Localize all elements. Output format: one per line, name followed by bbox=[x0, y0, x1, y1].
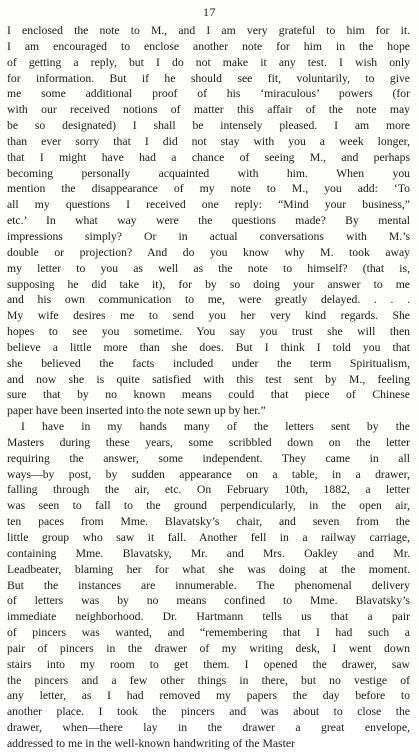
text-line: requiring the answer, some independent. They came in all bbox=[7, 451, 410, 465]
text-line: I enclosed the note to M., and I am very grateful to him for it. bbox=[7, 24, 410, 37]
text-line: etc.’ In what way were the questions made? By mental bbox=[7, 214, 410, 228]
text-line: and now she is quite satisfied with this test sent by M., feeling bbox=[7, 372, 410, 386]
text-line: pair of pincers in the drawer of my writing desk, I went down bbox=[7, 641, 410, 655]
text-line: supposing he did take it), for by so doing your answer to me bbox=[7, 277, 410, 291]
text-line: the pincers and a few other things in there, but no vestige of bbox=[7, 673, 410, 687]
text-line: double or projection? And do you know why M. took away bbox=[7, 245, 410, 259]
text-line: was seen to fall to the ground perpendicularly, in the open air, bbox=[7, 499, 410, 513]
text-line: I am encouraged to enclose another note for him in the hope bbox=[7, 39, 410, 53]
text-line: hopes to see you sometime. You say you trust she will then bbox=[7, 325, 410, 339]
text-line: ten paces from Mme. Blavatsky’s chair, and seven from the bbox=[7, 515, 410, 529]
text-line: me some additional proof of his ‘miraculous’ powers (for bbox=[7, 87, 410, 101]
text-line: addressed to me in the well-known handwriting of the Master bbox=[7, 736, 295, 750]
text-line: Leadbeater, blaming her for what she was doing at the moment. bbox=[7, 562, 410, 576]
text-line: ways—by post, by sudden appearance on a table, in a drawer, bbox=[7, 467, 410, 481]
text-line: becoming personally acquainted with him. When you bbox=[7, 166, 410, 180]
text-line: little group who saw it fall. Another fell in a railway carriage, bbox=[7, 531, 410, 544]
text-line: be so designated) I shall be intensely pleased. I am more bbox=[7, 119, 410, 133]
text-line: my letter to you as well as the note to himself? (that is, bbox=[7, 261, 410, 275]
text-line: stairs into my room to get them. I opened the drawer, saw bbox=[7, 657, 410, 671]
text-line: mention the disappearance of my note to M., you add: ‘To bbox=[7, 182, 410, 196]
text-line: believe a little more than she does. But I think I told you that bbox=[7, 340, 410, 354]
text-line: immediate neighborhood. Dr. Hartmann tells us that a pair bbox=[7, 610, 410, 624]
text-line: of getting a reply, but I do not make it any test. I wish only bbox=[7, 55, 410, 69]
text-line: Masters during these years, some scribbled down on the letter bbox=[7, 435, 410, 449]
text-line: with our received notions of matter this affair of the note may bbox=[7, 103, 410, 117]
text-line: and his own communication to me, were greatly delayed. . . . bbox=[7, 293, 410, 307]
text-line: of letters was by no means confined to Mme. Blavatsky’s bbox=[7, 594, 410, 608]
text-line: all my questions I received one reply: “Mind your business,” bbox=[7, 198, 410, 212]
text-line: sure that by no known means could that piece of Chinese bbox=[7, 388, 410, 402]
text-line: any letter, as I had removed my papers the day before to bbox=[7, 689, 410, 703]
text-line: I have in my hands many of the letters sent by the bbox=[21, 420, 410, 434]
text-line: of pincers was wanted, and “remembering that I had such a bbox=[7, 626, 410, 640]
paragraph bbox=[7, 419, 410, 752]
text-line: for information. But if he should see fit, voluntarily, to give bbox=[7, 71, 410, 85]
text-line: My wife desires me to send you her very kind regards. She bbox=[7, 309, 410, 323]
text-line: than ever sorry that I did not stay with you a week longer, bbox=[7, 134, 410, 148]
text-line: another place. I took the pincers and was about to close the bbox=[7, 705, 410, 719]
text-line: falling through the air, etc. On February 10th, 1882, a letter bbox=[7, 483, 410, 497]
text-line: she believed the facts included under the term Spiritualism, bbox=[7, 356, 410, 370]
paragraph bbox=[7, 23, 410, 419]
text-line: containing Mme. Blavatsky, Mr. and Mrs. Oakley and Mr. bbox=[7, 546, 410, 560]
text-line: impressions simply? Or in actual conversations with M.’s bbox=[7, 229, 410, 243]
text-line: paper have been inserted into the note sewn up by her.” bbox=[7, 404, 266, 418]
text-line: drawer, when—there lay in the drawer a great envelope, bbox=[7, 721, 410, 735]
text-line: that I might have had a chance of seeing M., and perhaps bbox=[7, 150, 410, 164]
text-line: But the instances are innumerable. The phenomenal delivery bbox=[7, 578, 410, 592]
page-number: 17 bbox=[203, 5, 216, 19]
body-text bbox=[7, 23, 410, 752]
